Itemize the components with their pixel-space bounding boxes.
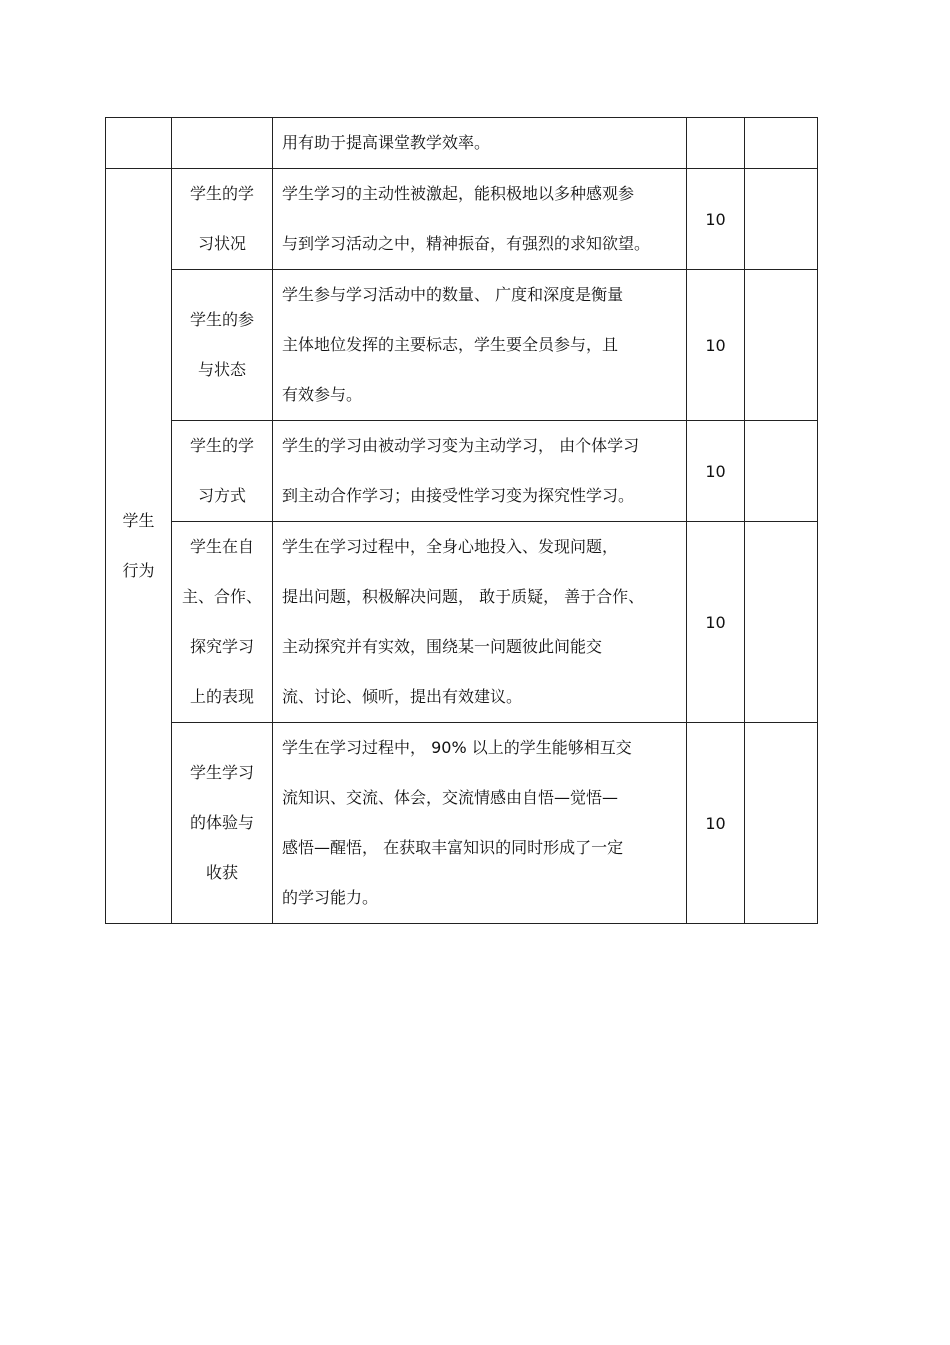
- description-line: 流知识、交流、体会，交流情感由自悟—觉悟—: [282, 788, 619, 807]
- score-cell: 10: [687, 270, 745, 421]
- extra-cell: [745, 169, 818, 270]
- item-cell: [172, 169, 273, 270]
- item-cell: [172, 723, 273, 924]
- item-cell: [172, 522, 273, 723]
- description-cell: [273, 270, 687, 421]
- description-cell: [273, 421, 687, 522]
- item-line: 与状态: [197, 360, 246, 379]
- score-cell: 10: [687, 522, 745, 723]
- item-cell: [172, 270, 273, 421]
- description-line: 学生学习的主动性被激起，能积极地以多种感观参: [282, 184, 635, 203]
- item-line: 探究学习: [189, 637, 254, 656]
- description-line: 学生在学习过程中，全身心地投入、发现问题，: [282, 537, 619, 556]
- description-line: 与到学习活动之中，精神振奋，有强烈的求知欲望。: [282, 234, 651, 253]
- evaluation-table: [105, 117, 818, 924]
- item-cell: [172, 421, 273, 522]
- item-line: 收获: [205, 863, 238, 882]
- description-line: 流、讨论、倾听，提出有效建议。: [282, 687, 523, 706]
- description-line: 主体地位发挥的主要标志，学生要全员参与，且: [282, 335, 619, 354]
- description-line: 学生参与学习活动中的数量、 广度和深度是衡量: [282, 285, 624, 304]
- extra-cell: [745, 522, 818, 723]
- score-cell: [687, 118, 745, 169]
- description-line: 学生的学习由被动学习变为主动学习， 由个体学习: [282, 436, 640, 455]
- description-line: 到主动合作学习；由接受性学习变为探究性学习。: [282, 486, 635, 505]
- table-row: [106, 270, 818, 421]
- category-line: 行为: [122, 561, 155, 580]
- description-line: 感悟—醒悟， 在获取丰富知识的同时形成了一定: [282, 838, 624, 857]
- extra-cell: [745, 421, 818, 522]
- category-cell: [106, 169, 172, 924]
- description-cell: [273, 118, 687, 169]
- score-cell: 10: [687, 723, 745, 924]
- description-line: 主动探究并有实效，围绕某一问题彼此间能交: [282, 637, 603, 656]
- table-row: [106, 169, 818, 270]
- description-line: 的学习能力。: [282, 888, 379, 907]
- extra-cell: [745, 723, 818, 924]
- item-line: 学生学习: [189, 763, 254, 782]
- score-cell: 10: [687, 421, 745, 522]
- table-row: [106, 118, 818, 169]
- table-row: [106, 723, 818, 924]
- item-line: 的体验与: [189, 813, 254, 832]
- score-cell: 10: [687, 169, 745, 270]
- description-line: 有效参与。: [282, 385, 363, 404]
- item-line: 学生的学: [189, 184, 254, 203]
- description-cell: [273, 169, 687, 270]
- description-line: 用有助于提高课堂教学效率。: [282, 133, 491, 152]
- category-line: 学生: [122, 511, 155, 530]
- extra-cell: [745, 270, 818, 421]
- item-line: 主、合作、: [181, 587, 262, 606]
- item-line: 学生在自: [189, 537, 254, 556]
- item-line: 上的表现: [189, 687, 254, 706]
- item-line: 习状况: [197, 234, 246, 253]
- item-line: 学生的参: [189, 310, 254, 329]
- item-line: 学生的学: [189, 436, 254, 455]
- description-cell: [273, 723, 687, 924]
- description-cell: [273, 522, 687, 723]
- category-cell: [106, 118, 172, 169]
- table-row: [106, 421, 818, 522]
- extra-cell: [745, 118, 818, 169]
- item-line: 习方式: [197, 486, 246, 505]
- description-line: 学生在学习过程中， 90% 以上的学生能够相互交: [282, 738, 632, 757]
- table-row: [106, 522, 818, 723]
- item-cell: [172, 118, 273, 169]
- description-line: 提出问题，积极解决问题， 敢于质疑， 善于合作、: [282, 587, 645, 606]
